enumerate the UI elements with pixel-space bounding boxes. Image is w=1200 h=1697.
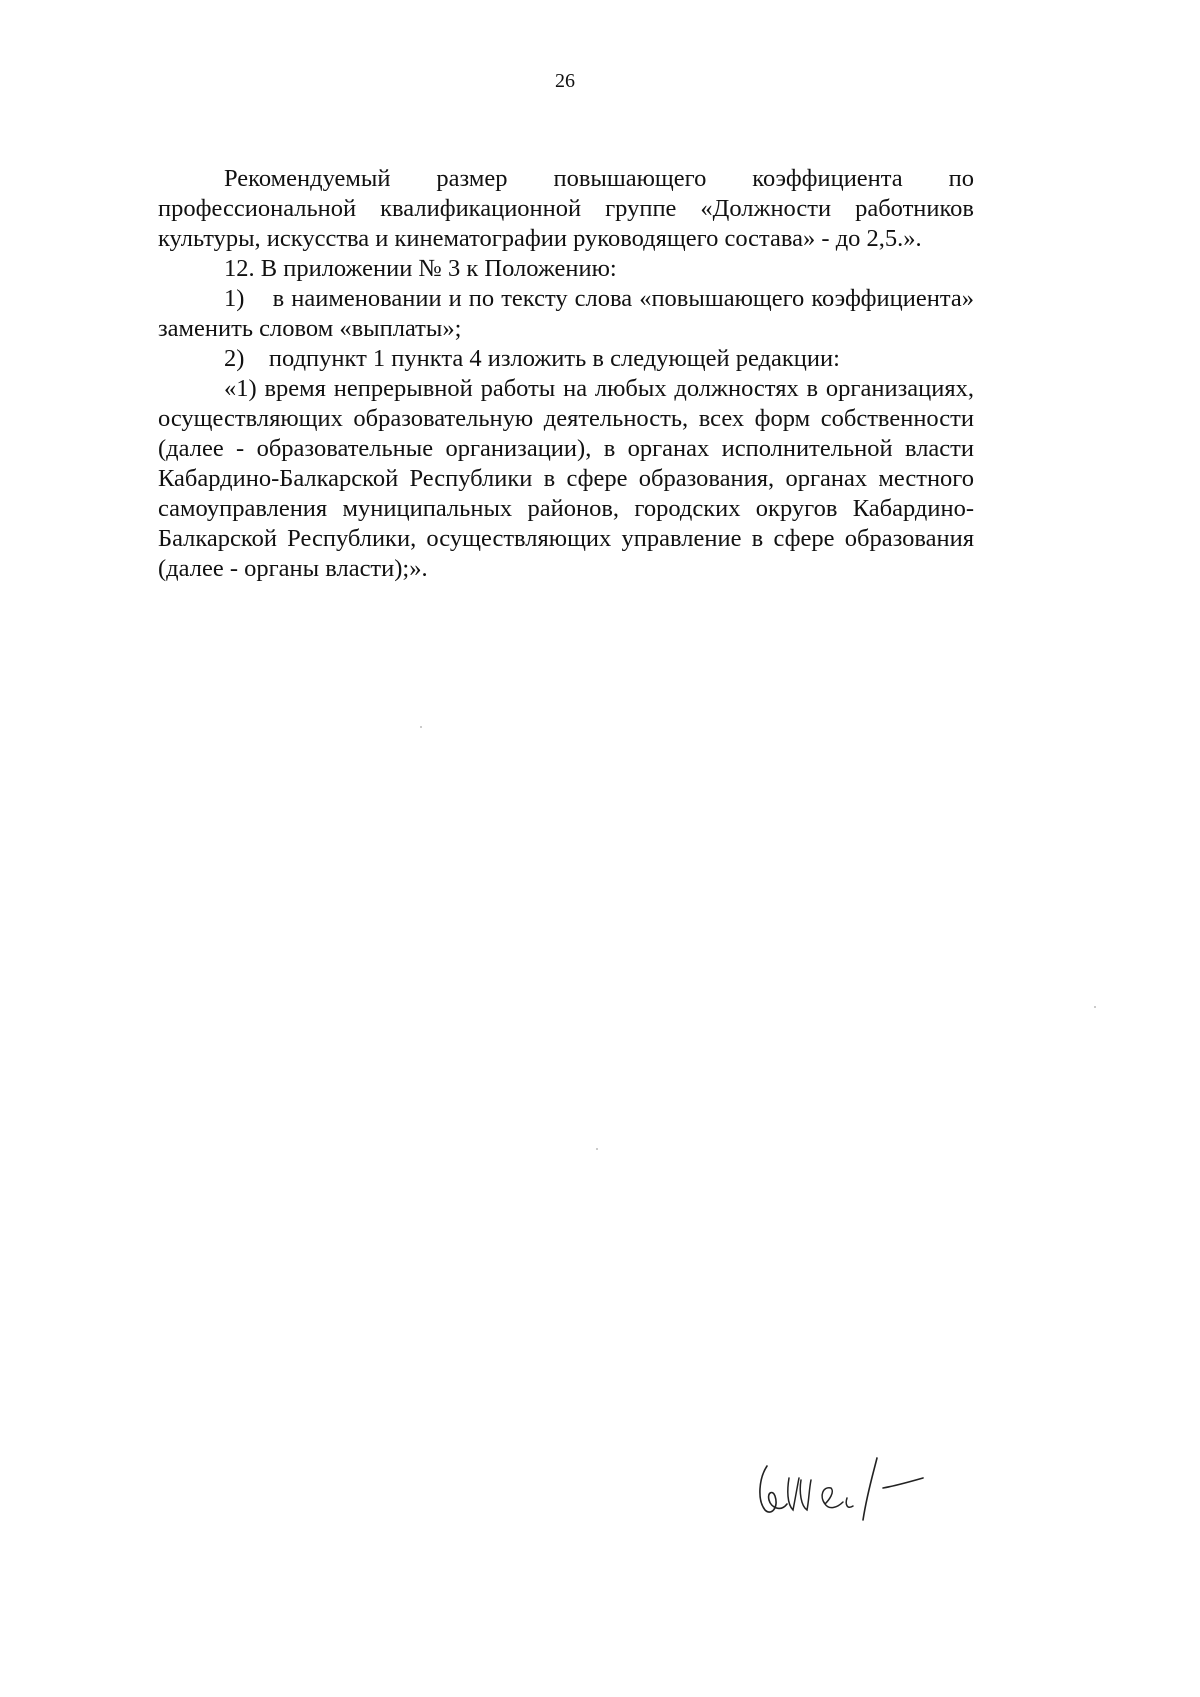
scan-speck bbox=[420, 726, 422, 728]
page-number: 26 bbox=[555, 70, 575, 92]
scan-speck bbox=[596, 1148, 598, 1150]
paragraph-subitem-1: 1) в наименовании и по тексту слова «повышающего коэффициента» заменить словом «выплаты»; bbox=[158, 285, 974, 342]
scan-speck bbox=[1094, 1006, 1096, 1008]
handwritten-signature bbox=[755, 1448, 935, 1524]
paragraph-new-wording: «1) время непрерывной работы на любых должностях в организациях, осуществляющих образовательную деятельность, всех форм собственности (далее - образовательные организации), в органах исполнительной власти Кабардино-Балкарской Республики в сфере образования, органах местного самоуправления муниципальных районов, городских округов Кабардино-Балкарской Республики, осуществляющих управление в сфере образования (далее - органы власти);». bbox=[158, 375, 974, 582]
paragraph-subitem-2: 2) подпункт 1 пункта 4 изложить в следующей редакции: bbox=[224, 345, 840, 372]
document-body bbox=[158, 164, 974, 584]
paragraph-item-12: 12. В приложении № 3 к Положению: bbox=[224, 255, 617, 282]
paragraph-coefficient-recommendation: Рекомендуемый размер повышающего коэффициента по профессиональной квалификационной группе «Должности работников культуры, искусства и кинематографии руководящего состава» - до 2,5.». bbox=[158, 165, 974, 252]
